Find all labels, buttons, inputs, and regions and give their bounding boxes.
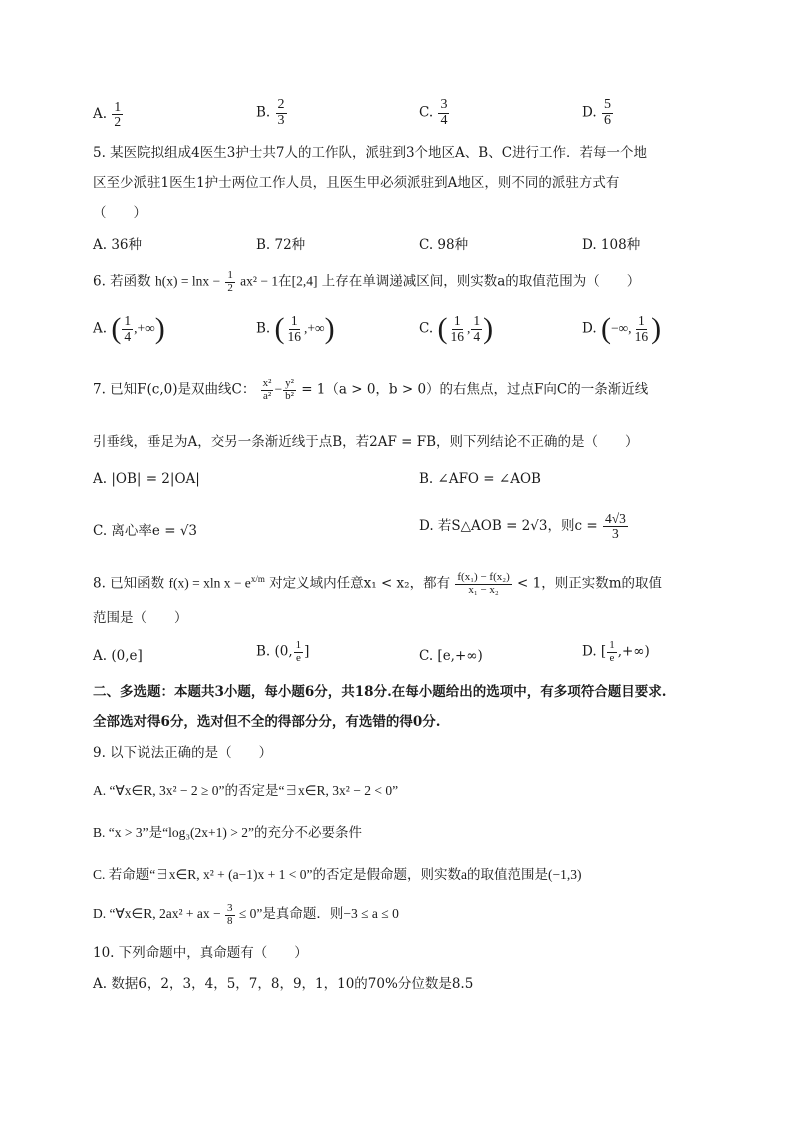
q7-option-b: B. ∠AFO = ∠AOB [419, 471, 541, 487]
q6-option-c: C. ( $\frac{1}{16}$ , $\frac{1}{4}$ ) [419, 312, 494, 345]
q9-stem: 9. 以下说法正确的是（ ） [93, 745, 273, 761]
q6-stem: 6. 若函数 h(x) = lnx − $\frac{1}{2}$ ax² − 1在[2,4] 上存在单调递减区间，则实数a的取值范围为（ ） [93, 269, 641, 294]
q8-option-b-fraction: $\frac{1}{e}$ [295, 639, 302, 664]
q5-option-a: A. 36种 [93, 237, 143, 253]
q8-fraction: $\frac{\text{f(x₁) − f(x₂)}}{\text{x₁ − x₂}}$ [457, 571, 510, 596]
q6-option-c-fraction2: $\frac{1}{4}$ [473, 313, 481, 344]
q4-option-b-fraction: $\frac{2}{3}$ [277, 97, 285, 128]
q6-option-d: D. (−∞, $\frac{1}{16}$ ) [582, 312, 662, 345]
q7-option-a: A. |OB| = 2|OA| [93, 471, 200, 487]
q6-fraction: $\frac{1}{2}$ [227, 269, 233, 294]
q8-option-d: D. [ $\frac{1}{e}$ ,+∞) [582, 639, 650, 664]
q8-stem-line1: 8. 已知函数 f(x) = xln $x - e^{x/m}$ 对定义域内任意x₁ < x₂，都有 $\frac{\text{f(x₁) − f(x₂)}}{\text{x₁ − x₂}}$ < 1，则正实数m的取值 [93, 571, 663, 596]
q6-option-a-fraction: $\frac{1}{4}$ [124, 313, 132, 344]
q7-option-c: C. 离心率e = √3 [93, 523, 198, 539]
q9-option-d: D. “∀x∈R, 2ax² + ax − $\frac{3}{8}$ ≤ 0”是真命题．则−3 ≤ a ≤ 0 [93, 902, 399, 927]
q9-option-d-fraction: $\frac{3}{8}$ [227, 902, 233, 927]
q4-option-c: C. $\frac{3}{4}$ [419, 97, 448, 128]
q6-option-b-fraction: $\frac{1}{16}$ [287, 313, 302, 344]
q5-stem-line2: 区至少派驻1医生1护士两位工作人员，且医生甲必须派驻到A地区，则不同的派驻方式有 [93, 175, 620, 191]
q4-option-a-fraction: $\frac{1}{2}$ [114, 99, 122, 130]
q9-option-c: C. 若命题“∃x∈R, x² + (a−1)x + 1 < 0”的否定是假命题，则实数a的取值范围是(−1,3) [93, 867, 582, 882]
q6-option-b: B. ( $\frac{1}{16}$ ,+∞) [256, 312, 335, 345]
q10-stem: 10. 下列命题中，真命题有（ ） [93, 945, 308, 961]
q5-option-b: B. 72种 [256, 237, 306, 253]
q8-option-b: B. (0, $\frac{1}{e}$ ] [256, 639, 310, 664]
q6-option-d-fraction: $\frac{1}{16}$ [634, 313, 649, 344]
q4-option-d: D. $\frac{5}{6}$ [582, 97, 611, 128]
q10-option-a: A. 数据6，2，3，4，5，7，8，9，1，10的70%分位数是8.5 [93, 976, 474, 992]
q7-option-d: D. 若S△AOB = 2√3，则c = $\frac{4√3}{3}$ [419, 511, 626, 542]
q7-fraction-x: $\frac{\text{x²}}{\text{a²}}$ [262, 377, 272, 402]
q5-stem-line3: （ ） [93, 205, 147, 221]
section2-heading-line1: 二、多选题：本题共3小题，每小题6分，共18分.在每小题给出的选项中，有多项符合题目要求. [93, 684, 667, 700]
q7-stem-line1: 7. 已知F(c,0)是双曲线C： $\frac{\text{x²}}{\text{a²}}$ − $\frac{\text{y²}}{\text{b²}}$ = 1（a > 0，b > 0）的右焦点，过点F向C的一条渐近线 [93, 377, 649, 402]
q6-option-c-fraction1: $\frac{1}{16}$ [450, 313, 464, 344]
q4-option-c-fraction: $\frac{3}{4}$ [440, 97, 448, 128]
q4-option-d-fraction: $\frac{5}{6}$ [603, 97, 611, 128]
section2-heading-line2: 全部选对得6分，选对但不全的得部分分，有选错的得0分. [93, 714, 441, 730]
q4-option-b: B. $\frac{2}{3}$ [256, 97, 285, 128]
q5-option-d: D. 108种 [582, 237, 641, 253]
q8-option-c: C. [e,+∞) [419, 648, 483, 664]
q6-option-a: A. ( $\frac{1}{4}$ ,+∞) [93, 312, 165, 345]
q4-option-a: A. $\frac{1}{2}$ [93, 99, 122, 130]
q7-option-d-fraction: $\frac{4√3}{3}$ [604, 511, 626, 542]
q8-option-d-fraction: $\frac{1}{e}$ [609, 639, 615, 664]
q5-stem-line1: 5. 某医院拟组成4医生3护士共7人的工作队，派驻到3个地区A、B、C进行工作．若每一个地 [93, 145, 648, 161]
q8-stem-line2: 范围是（ ） [93, 610, 188, 626]
q5-option-c: C. 98种 [419, 237, 469, 253]
q8-option-a: A. (0,e] [93, 648, 143, 664]
q9-option-b: B. “x > 3”是“log₃(2x+1) > 2”的充分不必要条件 [93, 825, 363, 840]
q7-fraction-y: $\frac{\text{y²}}{\text{b²}}$ [285, 377, 294, 402]
q7-stem-line2: 引垂线，垂足为A，交另一条渐近线于点B，若2AF = FB，则下列结论不正确的是（ ） [93, 434, 639, 450]
q9-option-a: A. “∀x∈R, 3x² − 2 ≥ 0”的否定是“∃x∈R, 3x² − 2 < 0” [93, 783, 399, 798]
